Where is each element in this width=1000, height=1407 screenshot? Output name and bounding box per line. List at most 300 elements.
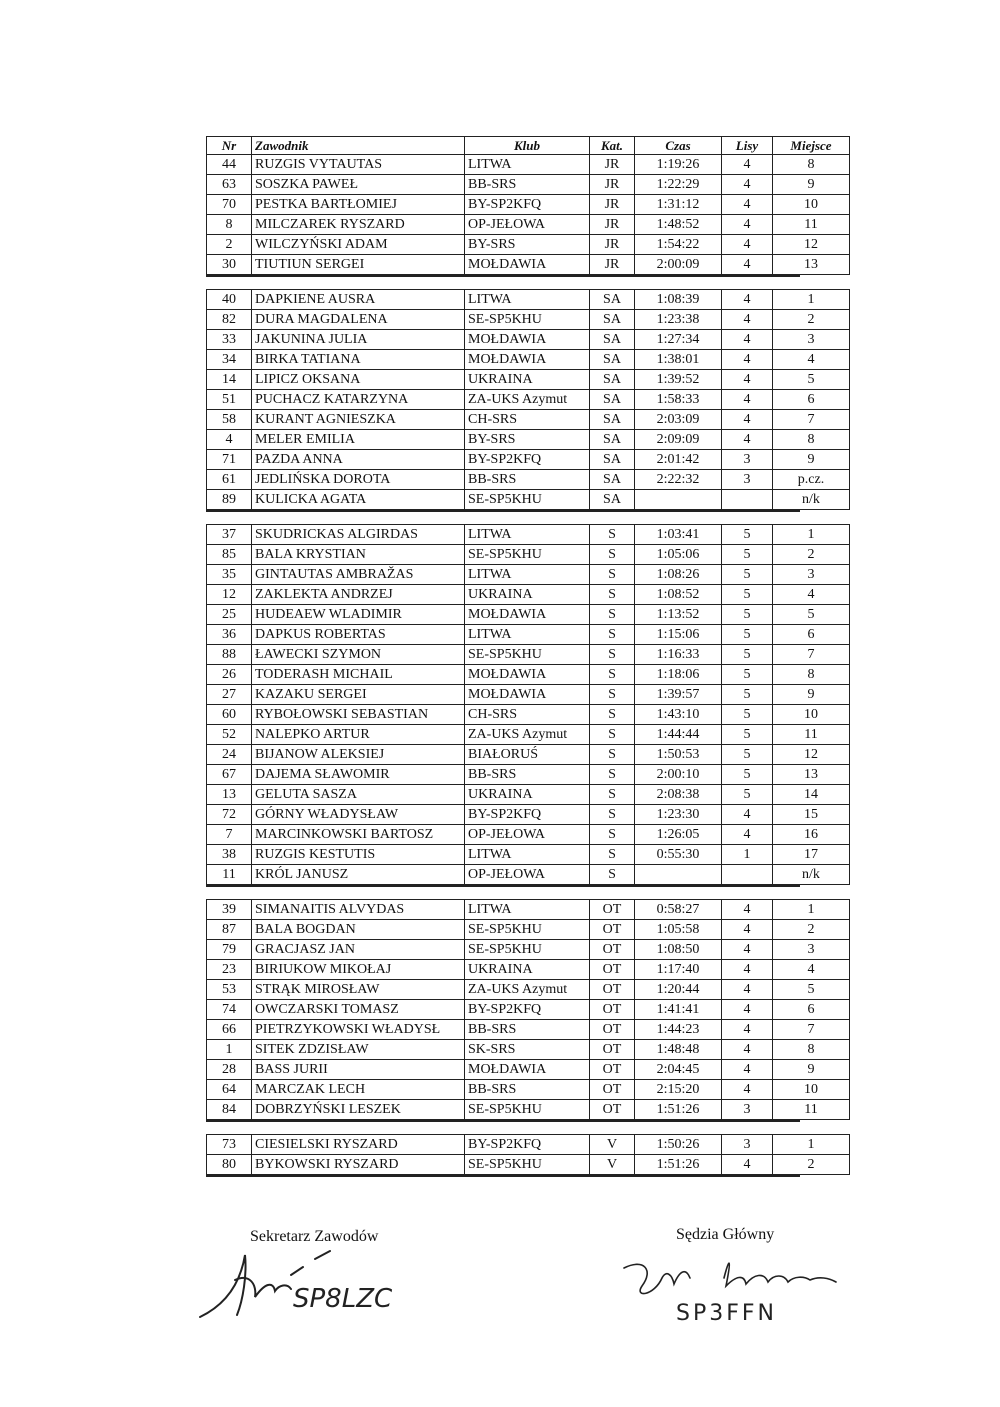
cell-nr: 71 [207, 450, 252, 470]
cell-name: SITEK ZDZISŁAW [252, 1040, 465, 1060]
cell-time: 1:50:26 [635, 1135, 722, 1155]
cell-time: 1:16:33 [635, 645, 722, 665]
cell-time: 0:55:30 [635, 845, 722, 865]
cell-club: SE-SP5KHU [465, 920, 590, 940]
cell-nr: 52 [207, 725, 252, 745]
table-row [207, 1060, 850, 1080]
cell-time: 1:51:26 [635, 1100, 722, 1120]
cell-nr: 39 [207, 900, 252, 920]
cell-time: 1:27:34 [635, 330, 722, 350]
cell-club: SE-SP5KHU [465, 940, 590, 960]
cell-time: 2:22:32 [635, 470, 722, 490]
cell-kat: OT [590, 1060, 635, 1080]
cell-nr: 66 [207, 1020, 252, 1040]
cell-foxes: 5 [722, 785, 773, 805]
cell-nr: 51 [207, 390, 252, 410]
table-row [207, 490, 850, 510]
cell-kat: SA [590, 330, 635, 350]
cell-foxes: 3 [722, 1135, 773, 1155]
cell-nr: 38 [207, 845, 252, 865]
cell-place: 14 [773, 785, 850, 805]
table-row [207, 350, 850, 370]
cell-time: 2:04:45 [635, 1060, 722, 1080]
judge-signature [614, 1248, 864, 1328]
cell-name: GINTAUTAS AMBRAŽAS [252, 565, 465, 585]
cell-time: 1:08:52 [635, 585, 722, 605]
cell-club: UKRAINA [465, 370, 590, 390]
cell-time: 1:39:52 [635, 370, 722, 390]
cell-nr: 82 [207, 310, 252, 330]
cell-name: MELER EMILIA [252, 430, 465, 450]
table-row [207, 565, 850, 585]
cell-kat: JR [590, 255, 635, 275]
cell-name: NALEPKO ARTUR [252, 725, 465, 745]
table-row [207, 255, 850, 275]
cell-club: BY-SP2KFQ [465, 1135, 590, 1155]
cell-name: PUCHACZ KATARZYNA [252, 390, 465, 410]
table-row [207, 920, 850, 940]
secretary-signature [195, 1245, 425, 1325]
table-row [207, 845, 850, 865]
cell-place: 9 [773, 1060, 850, 1080]
cell-time: 2:08:38 [635, 785, 722, 805]
cell-place: 7 [773, 1020, 850, 1040]
table-row [207, 1135, 850, 1155]
cell-place: 10 [773, 1080, 850, 1100]
cell-time: 1:08:39 [635, 290, 722, 310]
cell-foxes: 4 [722, 920, 773, 940]
results-group [206, 136, 832, 277]
cell-nr: 73 [207, 1135, 252, 1155]
table-row [207, 410, 850, 430]
cell-name: GRACJASZ JAN [252, 940, 465, 960]
table-row [207, 370, 850, 390]
cell-time: 1:15:06 [635, 625, 722, 645]
cell-kat: S [590, 725, 635, 745]
table-row [207, 685, 850, 705]
cell-time: 1:48:48 [635, 1040, 722, 1060]
cell-kat: S [590, 605, 635, 625]
cell-name: CIESIELSKI RYSZARD [252, 1135, 465, 1155]
cell-nr: 35 [207, 565, 252, 585]
table-row [207, 705, 850, 725]
cell-time: 1:51:26 [635, 1155, 722, 1175]
header-row [207, 137, 850, 155]
cell-time: 1:38:01 [635, 350, 722, 370]
cell-name: KAZAKU SERGEI [252, 685, 465, 705]
cell-place: n/k [773, 490, 850, 510]
cell-nr: 89 [207, 490, 252, 510]
cell-foxes: 5 [722, 705, 773, 725]
cell-name: BIRKA TATIANA [252, 350, 465, 370]
table-row [207, 785, 850, 805]
cell-name: BIJANOW ALEKSIEJ [252, 745, 465, 765]
cell-place: 17 [773, 845, 850, 865]
cell-place: 5 [773, 605, 850, 625]
cell-nr: 4 [207, 430, 252, 450]
header-foxes: Lisy [722, 137, 773, 155]
cell-nr: 79 [207, 940, 252, 960]
header-kat: Kat. [590, 137, 635, 155]
table-row [207, 1020, 850, 1040]
cell-name: PIETRZYKOWSKI WŁADYSŁ [252, 1020, 465, 1040]
cell-foxes: 4 [722, 195, 773, 215]
cell-nr: 13 [207, 785, 252, 805]
cell-kat: S [590, 665, 635, 685]
table-row [207, 195, 850, 215]
cell-time: 1:03:41 [635, 525, 722, 545]
cell-time: 1:20:44 [635, 980, 722, 1000]
cell-place: 4 [773, 350, 850, 370]
header-nr: Nr [207, 137, 252, 155]
cell-time: 1:44:44 [635, 725, 722, 745]
table-row [207, 900, 850, 920]
cell-club: OP-JEŁOWA [465, 215, 590, 235]
cell-club: MOŁDAWIA [465, 605, 590, 625]
cell-time: 2:00:09 [635, 255, 722, 275]
cell-foxes: 4 [722, 350, 773, 370]
judge-block [676, 1226, 774, 1244]
cell-kat: S [590, 525, 635, 545]
cell-nr: 53 [207, 980, 252, 1000]
table-row [207, 980, 850, 1000]
table-row [207, 745, 850, 765]
cell-place: 3 [773, 940, 850, 960]
cell-club: BB-SRS [465, 765, 590, 785]
cell-time: 1:23:30 [635, 805, 722, 825]
cell-nr: 23 [207, 960, 252, 980]
header-time: Czas [635, 137, 722, 155]
cell-nr: 40 [207, 290, 252, 310]
cell-kat: S [590, 625, 635, 645]
table-row [207, 525, 850, 545]
cell-name: MILCZAREK RYSZARD [252, 215, 465, 235]
cell-time: 1:48:52 [635, 215, 722, 235]
cell-place: 11 [773, 1100, 850, 1120]
cell-kat: V [590, 1155, 635, 1175]
cell-name: KRÓL JANUSZ [252, 865, 465, 885]
cell-nr: 27 [207, 685, 252, 705]
cell-foxes: 5 [722, 685, 773, 705]
cell-time: 1:08:50 [635, 940, 722, 960]
cell-kat: SA [590, 290, 635, 310]
cell-name: ZAKLEKTA ANDRZEJ [252, 585, 465, 605]
cell-place: 6 [773, 625, 850, 645]
results-table [206, 524, 850, 885]
cell-name: BALA BOGDAN [252, 920, 465, 940]
cell-kat: V [590, 1135, 635, 1155]
cell-name: SIMANAITIS ALVYDAS [252, 900, 465, 920]
cell-place: 4 [773, 585, 850, 605]
cell-kat: JR [590, 175, 635, 195]
cell-club: UKRAINA [465, 585, 590, 605]
cell-kat: S [590, 865, 635, 885]
cell-kat: S [590, 705, 635, 725]
table-row [207, 450, 850, 470]
table-row [207, 1000, 850, 1020]
cell-name: KURANT AGNIESZKA [252, 410, 465, 430]
cell-kat: OT [590, 1080, 635, 1100]
results-group [206, 899, 818, 1122]
cell-name: SOSZKA PAWEŁ [252, 175, 465, 195]
cell-club: UKRAINA [465, 785, 590, 805]
cell-place: 5 [773, 980, 850, 1000]
header-place: Miejsce [773, 137, 850, 155]
cell-foxes: 4 [722, 1040, 773, 1060]
secretary-block [250, 1228, 378, 1246]
cell-kat: JR [590, 235, 635, 255]
table-row [207, 960, 850, 980]
cell-club: MOŁDAWIA [465, 685, 590, 705]
cell-kat: OT [590, 1020, 635, 1040]
cell-place: 2 [773, 310, 850, 330]
cell-place: 10 [773, 705, 850, 725]
cell-place: 8 [773, 155, 850, 175]
cell-time: 1:41:41 [635, 1000, 722, 1020]
cell-foxes: 4 [722, 940, 773, 960]
cell-foxes: 4 [722, 390, 773, 410]
cell-nr: 34 [207, 350, 252, 370]
cell-time: 1:05:58 [635, 920, 722, 940]
cell-nr: 74 [207, 1000, 252, 1020]
cell-foxes: 4 [722, 215, 773, 235]
cell-club: BB-SRS [465, 470, 590, 490]
cell-name: KULICKA AGATA [252, 490, 465, 510]
cell-club: BY-SP2KFQ [465, 450, 590, 470]
cell-time: 1:39:57 [635, 685, 722, 705]
cell-name: DURA MAGDALENA [252, 310, 465, 330]
cell-kat: S [590, 765, 635, 785]
cell-name: GÓRNY WŁADYSŁAW [252, 805, 465, 825]
cell-club: LITWA [465, 625, 590, 645]
cell-place: 2 [773, 1155, 850, 1175]
cell-kat: SA [590, 350, 635, 370]
cell-nr: 87 [207, 920, 252, 940]
cell-club: UKRAINA [465, 960, 590, 980]
results-group [206, 289, 825, 512]
secretary-title: Sekretarz Zawodów [250, 1228, 379, 1245]
cell-kat: JR [590, 155, 635, 175]
cell-club: SE-SP5KHU [465, 310, 590, 330]
secretary-signature-callsign: SP8LZC [293, 1284, 393, 1314]
table-row [207, 1100, 850, 1120]
cell-club: BY-SP2KFQ [465, 805, 590, 825]
cell-club: BB-SRS [465, 175, 590, 195]
cell-kat: S [590, 745, 635, 765]
cell-club: BIAŁORUŚ [465, 745, 590, 765]
cell-nr: 11 [207, 865, 252, 885]
cell-name: DAPKUS ROBERTAS [252, 625, 465, 645]
cell-foxes: 5 [722, 545, 773, 565]
table-row [207, 1080, 850, 1100]
cell-foxes: 4 [722, 980, 773, 1000]
cell-time: 2:09:09 [635, 430, 722, 450]
cell-foxes: 4 [722, 235, 773, 255]
cell-nr: 7 [207, 825, 252, 845]
cell-time: 1:13:52 [635, 605, 722, 625]
results-table [206, 289, 850, 510]
table-row [207, 470, 850, 490]
cell-place: 8 [773, 1040, 850, 1060]
results-group [206, 1134, 815, 1177]
cell-name: PESTKA BARTŁOMIEJ [252, 195, 465, 215]
cell-place: n/k [773, 865, 850, 885]
cell-kat: SA [590, 490, 635, 510]
cell-kat: SA [590, 450, 635, 470]
table-row [207, 330, 850, 350]
cell-place: 1 [773, 290, 850, 310]
cell-foxes: 4 [722, 155, 773, 175]
cell-place: 9 [773, 685, 850, 705]
cell-kat: OT [590, 900, 635, 920]
cell-name: DOBRZYŃSKI LESZEK [252, 1100, 465, 1120]
cell-club: LITWA [465, 525, 590, 545]
cell-nr: 85 [207, 545, 252, 565]
cell-foxes: 5 [722, 645, 773, 665]
judge-signature-callsign: SP3FFN [676, 1301, 777, 1326]
cell-name: OWCZARSKI TOMASZ [252, 1000, 465, 1020]
cell-foxes: 5 [722, 725, 773, 745]
cell-foxes: 4 [722, 290, 773, 310]
results-sheet [206, 136, 832, 1189]
cell-place: 16 [773, 825, 850, 845]
cell-place: 1 [773, 1135, 850, 1155]
cell-foxes: 5 [722, 585, 773, 605]
cell-nr: 24 [207, 745, 252, 765]
cell-foxes: 4 [722, 960, 773, 980]
cell-name: DAPKIENE AUSRA [252, 290, 465, 310]
cell-foxes: 5 [722, 745, 773, 765]
cell-foxes: 4 [722, 255, 773, 275]
cell-kat: OT [590, 980, 635, 1000]
cell-name: MARCZAK LECH [252, 1080, 465, 1100]
cell-nr: 26 [207, 665, 252, 685]
cell-time: 1:05:06 [635, 545, 722, 565]
cell-nr: 36 [207, 625, 252, 645]
cell-place: 5 [773, 370, 850, 390]
cell-name: JEDLIŃSKA DOROTA [252, 470, 465, 490]
cell-kat: S [590, 685, 635, 705]
cell-place: 6 [773, 390, 850, 410]
table-row [207, 605, 850, 625]
cell-place: 7 [773, 645, 850, 665]
table-row [207, 1155, 850, 1175]
cell-kat: SA [590, 390, 635, 410]
cell-nr: 12 [207, 585, 252, 605]
cell-foxes: 4 [722, 825, 773, 845]
table-row [207, 725, 850, 745]
cell-nr: 37 [207, 525, 252, 545]
cell-club: MOŁDAWIA [465, 330, 590, 350]
cell-club: BB-SRS [465, 1080, 590, 1100]
cell-time: 1:26:05 [635, 825, 722, 845]
cell-nr: 64 [207, 1080, 252, 1100]
cell-foxes: 5 [722, 565, 773, 585]
header-name: Zawodnik [252, 137, 465, 155]
cell-kat: OT [590, 1000, 635, 1020]
table-row [207, 310, 850, 330]
cell-time: 1:17:40 [635, 960, 722, 980]
cell-kat: OT [590, 940, 635, 960]
cell-place: 9 [773, 175, 850, 195]
cell-kat: S [590, 845, 635, 865]
cell-place: 13 [773, 255, 850, 275]
cell-kat: OT [590, 960, 635, 980]
cell-nr: 72 [207, 805, 252, 825]
cell-name: STRĄK MIROSŁAW [252, 980, 465, 1000]
cell-foxes: 4 [722, 410, 773, 430]
table-row [207, 585, 850, 605]
table-row [207, 155, 850, 175]
cell-time: 2:03:09 [635, 410, 722, 430]
cell-time: 2:15:20 [635, 1080, 722, 1100]
results-table [206, 1134, 850, 1175]
cell-foxes: 3 [722, 450, 773, 470]
cell-club: OP-JEŁOWA [465, 865, 590, 885]
cell-name: GELUTA SASZA [252, 785, 465, 805]
cell-nr: 44 [207, 155, 252, 175]
table-row [207, 625, 850, 645]
cell-place: 8 [773, 665, 850, 685]
cell-name: BASS JURII [252, 1060, 465, 1080]
cell-kat: SA [590, 370, 635, 390]
cell-club: MOŁDAWIA [465, 665, 590, 685]
table-row [207, 645, 850, 665]
cell-club: SK-SRS [465, 1040, 590, 1060]
table-row [207, 765, 850, 785]
cell-club: CH-SRS [465, 705, 590, 725]
cell-club: SE-SP5KHU [465, 645, 590, 665]
cell-nr: 84 [207, 1100, 252, 1120]
cell-kat: JR [590, 215, 635, 235]
cell-kat: S [590, 545, 635, 565]
cell-nr: 58 [207, 410, 252, 430]
cell-foxes: 4 [722, 1155, 773, 1175]
cell-nr: 70 [207, 195, 252, 215]
cell-name: BIRIUKOW MIKOŁAJ [252, 960, 465, 980]
results-table [206, 136, 850, 275]
table-row [207, 215, 850, 235]
cell-club: LITWA [465, 845, 590, 865]
table-row [207, 390, 850, 410]
cell-foxes: 5 [722, 525, 773, 545]
table-row [207, 545, 850, 565]
cell-name: RYBOŁOWSKI SEBASTIAN [252, 705, 465, 725]
cell-place: 12 [773, 235, 850, 255]
cell-kat: SA [590, 430, 635, 450]
cell-club: OP-JEŁOWA [465, 825, 590, 845]
cell-time: 2:00:10 [635, 765, 722, 785]
cell-place: 12 [773, 745, 850, 765]
cell-club: MOŁDAWIA [465, 1060, 590, 1080]
cell-club: LITWA [465, 900, 590, 920]
cell-kat: S [590, 565, 635, 585]
cell-place: 13 [773, 765, 850, 785]
cell-time [635, 490, 722, 510]
cell-name: SKUDRICKAS ALGIRDAS [252, 525, 465, 545]
cell-place: 10 [773, 195, 850, 215]
results-groups [206, 136, 832, 1177]
cell-nr: 2 [207, 235, 252, 255]
cell-name: DAJEMA SŁAWOMIR [252, 765, 465, 785]
table-row [207, 430, 850, 450]
cell-time: 2:01:42 [635, 450, 722, 470]
cell-club: MOŁDAWIA [465, 255, 590, 275]
cell-foxes: 4 [722, 805, 773, 825]
cell-name: RUZGIS KESTUTIS [252, 845, 465, 865]
judge-title: Sędzia Główny [676, 1226, 775, 1243]
cell-name: TODERASH MICHAIL [252, 665, 465, 685]
